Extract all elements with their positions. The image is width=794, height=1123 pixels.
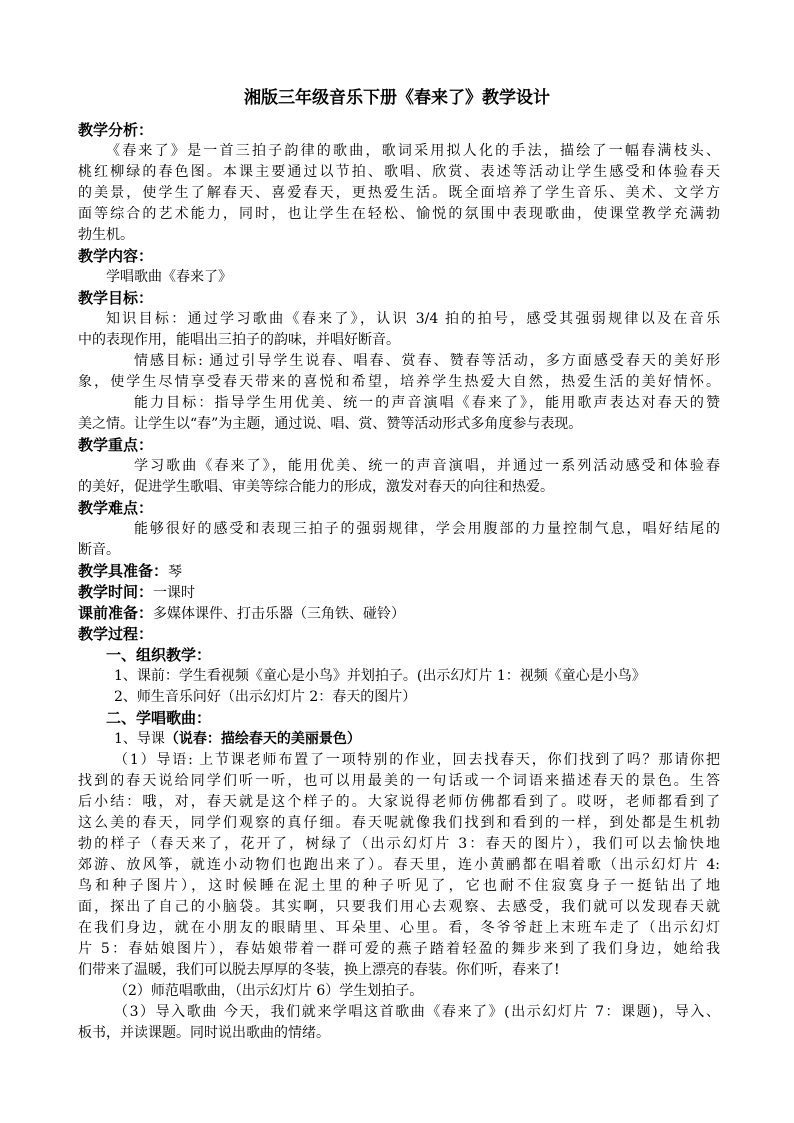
intro-line: 这么美的春天，同学们观察的真仔细。春天呢就像我们找到和看到的一样，到处都是生机勃 [78, 815, 720, 831]
process-step-heading: 一、组织教学： [106, 646, 212, 664]
section-heading-key-points: 教学重点： [78, 436, 154, 454]
goals-line: 知识目标：通过学习歌曲《春来了》，认识 3/4 拍的拍号，感受其强弱规律以及在音乐 [106, 311, 720, 327]
intro-line: 鸟和种子图片），这时候睡在泥土里的种子听见了，它也耐不住寂寞身子一挺钻出了地 [78, 878, 720, 894]
analysis-line: 的美景，使学生了解春天、喜爱春天，更热爱生活。既全面培养了学生音乐、美术、文学方 [78, 185, 720, 201]
page-title: 湘版三年级音乐下册《春来了》教学设计 [244, 88, 550, 108]
process-item: （3）导入歌曲 今天，我们就来学唱这首歌曲《春来了》(出示幻灯片 7：课题)，导入、 [114, 1004, 720, 1020]
process-item-prefix: 1、导课 [114, 731, 165, 747]
intro-line: 后小结：哦，对，春天就是这个样子的。大家说得老师仿佛都看到了。哎呀，老师都看到了 [78, 794, 720, 810]
time-heading: 教学时间： [78, 583, 154, 601]
key-points-line: 学习歌曲《春来了》，能用优美、统一的声音演唱，并通过一系列活动感受和体验春 [134, 458, 720, 474]
prep-heading: 课前准备： [78, 604, 154, 622]
section-heading-difficulties: 教学难点： [78, 499, 154, 517]
intro-line: 在我们身边，就在小朋友的眼睛里、耳朵里、心里。看，冬爷爷赶上末班车走了（出示幻灯 [78, 920, 720, 936]
process-item-emphasis: （说春：描绘春天的美丽景色） [164, 731, 361, 747]
key-points-line: 的美好，促进学生歌唱、审美等综合能力的形成，激发对春天的向往和热爱。 [78, 479, 554, 495]
section-heading-goals: 教学目标： [78, 289, 154, 307]
section-heading-analysis: 教学分析： [78, 121, 154, 139]
difficulties-line: 能够很好的感受和表现三拍子的强弱规律，学会用腹部的力量控制气息，唱好结尾的 [134, 521, 720, 537]
intro-line: 找到的春天说给同学们听一听，也可以用最美的一句话或一个词语来描述春天的景色。生答 [78, 773, 720, 789]
goals-line: 象，使学生尽情享受春天带来的喜悦和希望，培养学生热爱大自然，热爱生活的美好情怀。 [78, 374, 720, 390]
analysis-line: 桃红柳绿的春色图。本课主要通过以节拍、歌唱、欣赏、表述等活动让学生感受和体验春天 [78, 164, 720, 180]
analysis-line: 勃生机。 [78, 227, 134, 243]
process-item: 2、师生音乐问好（出示幻灯片 2：春天的图片） [114, 689, 417, 705]
content-line: 学唱歌曲《春来了》 [106, 269, 232, 285]
process-item [114, 729, 361, 749]
time-row [78, 582, 195, 603]
goals-line: 能力目标：指导学生用优美、统一的声音演唱《春来了》，能用歌声表达对春天的赞 [134, 395, 720, 411]
prep-row [78, 603, 405, 624]
time-value: 一课时 [153, 585, 196, 601]
section-heading-content: 教学内容： [78, 247, 154, 265]
intro-line: 郊游、放风筝，就连小动物们也跑出来了）。春天里，连小黄鹂都在唱着歌（出示幻灯片 4: [78, 857, 720, 873]
difficulties-line: 断音。 [78, 542, 120, 558]
intro-line: 面，探出了自己的小脑袋。其实啊，只要我们用心去观察、去感受，我们就可以发现春天就 [78, 899, 720, 915]
intro-line: 们带来了温暖，我们可以脱去厚厚的冬装，换上漂亮的春装。你们听，春来了! [78, 962, 560, 978]
intro-line: （1）导语: 上节课老师布置了一项特别的作业，回去找春天，你们找到了吗？那请你把 [114, 752, 720, 768]
tools-heading: 教学具准备： [78, 562, 169, 580]
goals-line: 美之情。让学生以“春”为主题，通过说、唱、赏、赞等活动形式多角度参与表现。 [78, 416, 583, 432]
analysis-line: 面等综合的艺术能力，同时，也让学生在轻松、愉悦的氛围中表现歌曲，使课堂教学充满勃 [78, 206, 720, 222]
tools-row [78, 561, 182, 582]
prep-value: 多媒体课件、打击乐器（三角铁、碰铃） [153, 606, 406, 622]
analysis-line: 《春来了》是一首三拍子韵律的歌曲，歌词采用拟人化的手法，描绘了一幅春满枝头、 [106, 143, 720, 159]
goals-line: 情感目标: 通过引导学生说春、唱春、赏春、赞春等活动，多方面感受春天的美好形 [134, 353, 720, 369]
process-step-heading: 二、学唱歌曲： [106, 709, 212, 727]
process-item: 1、课前：学生看视频《童心是小鸟》并划拍子。(出示幻灯片 1：视频《童心是小鸟》 [114, 668, 646, 684]
process-item: 板书，并读课题。同时说出歌曲的情绪。 [78, 1025, 330, 1041]
intro-line: 勃的样子（春天来了，花开了，树绿了（出示幻灯片 3：春天的图片），我们可以去愉快地 [78, 836, 720, 852]
section-heading-process: 教学过程： [78, 625, 154, 643]
goals-line: 中的表现作用，能唱出三拍子的韵味，并唱好断音。 [78, 332, 400, 348]
intro-line: 片 5：春姑娘图片），春姑娘带着一群可爱的燕子踏着轻盈的舞步来到了我们身边，她给我 [78, 941, 720, 957]
process-item: （2）师范唱歌曲，（出示幻灯片 6）学生划拍子。 [114, 983, 424, 999]
tools-value: 琴 [168, 564, 183, 580]
